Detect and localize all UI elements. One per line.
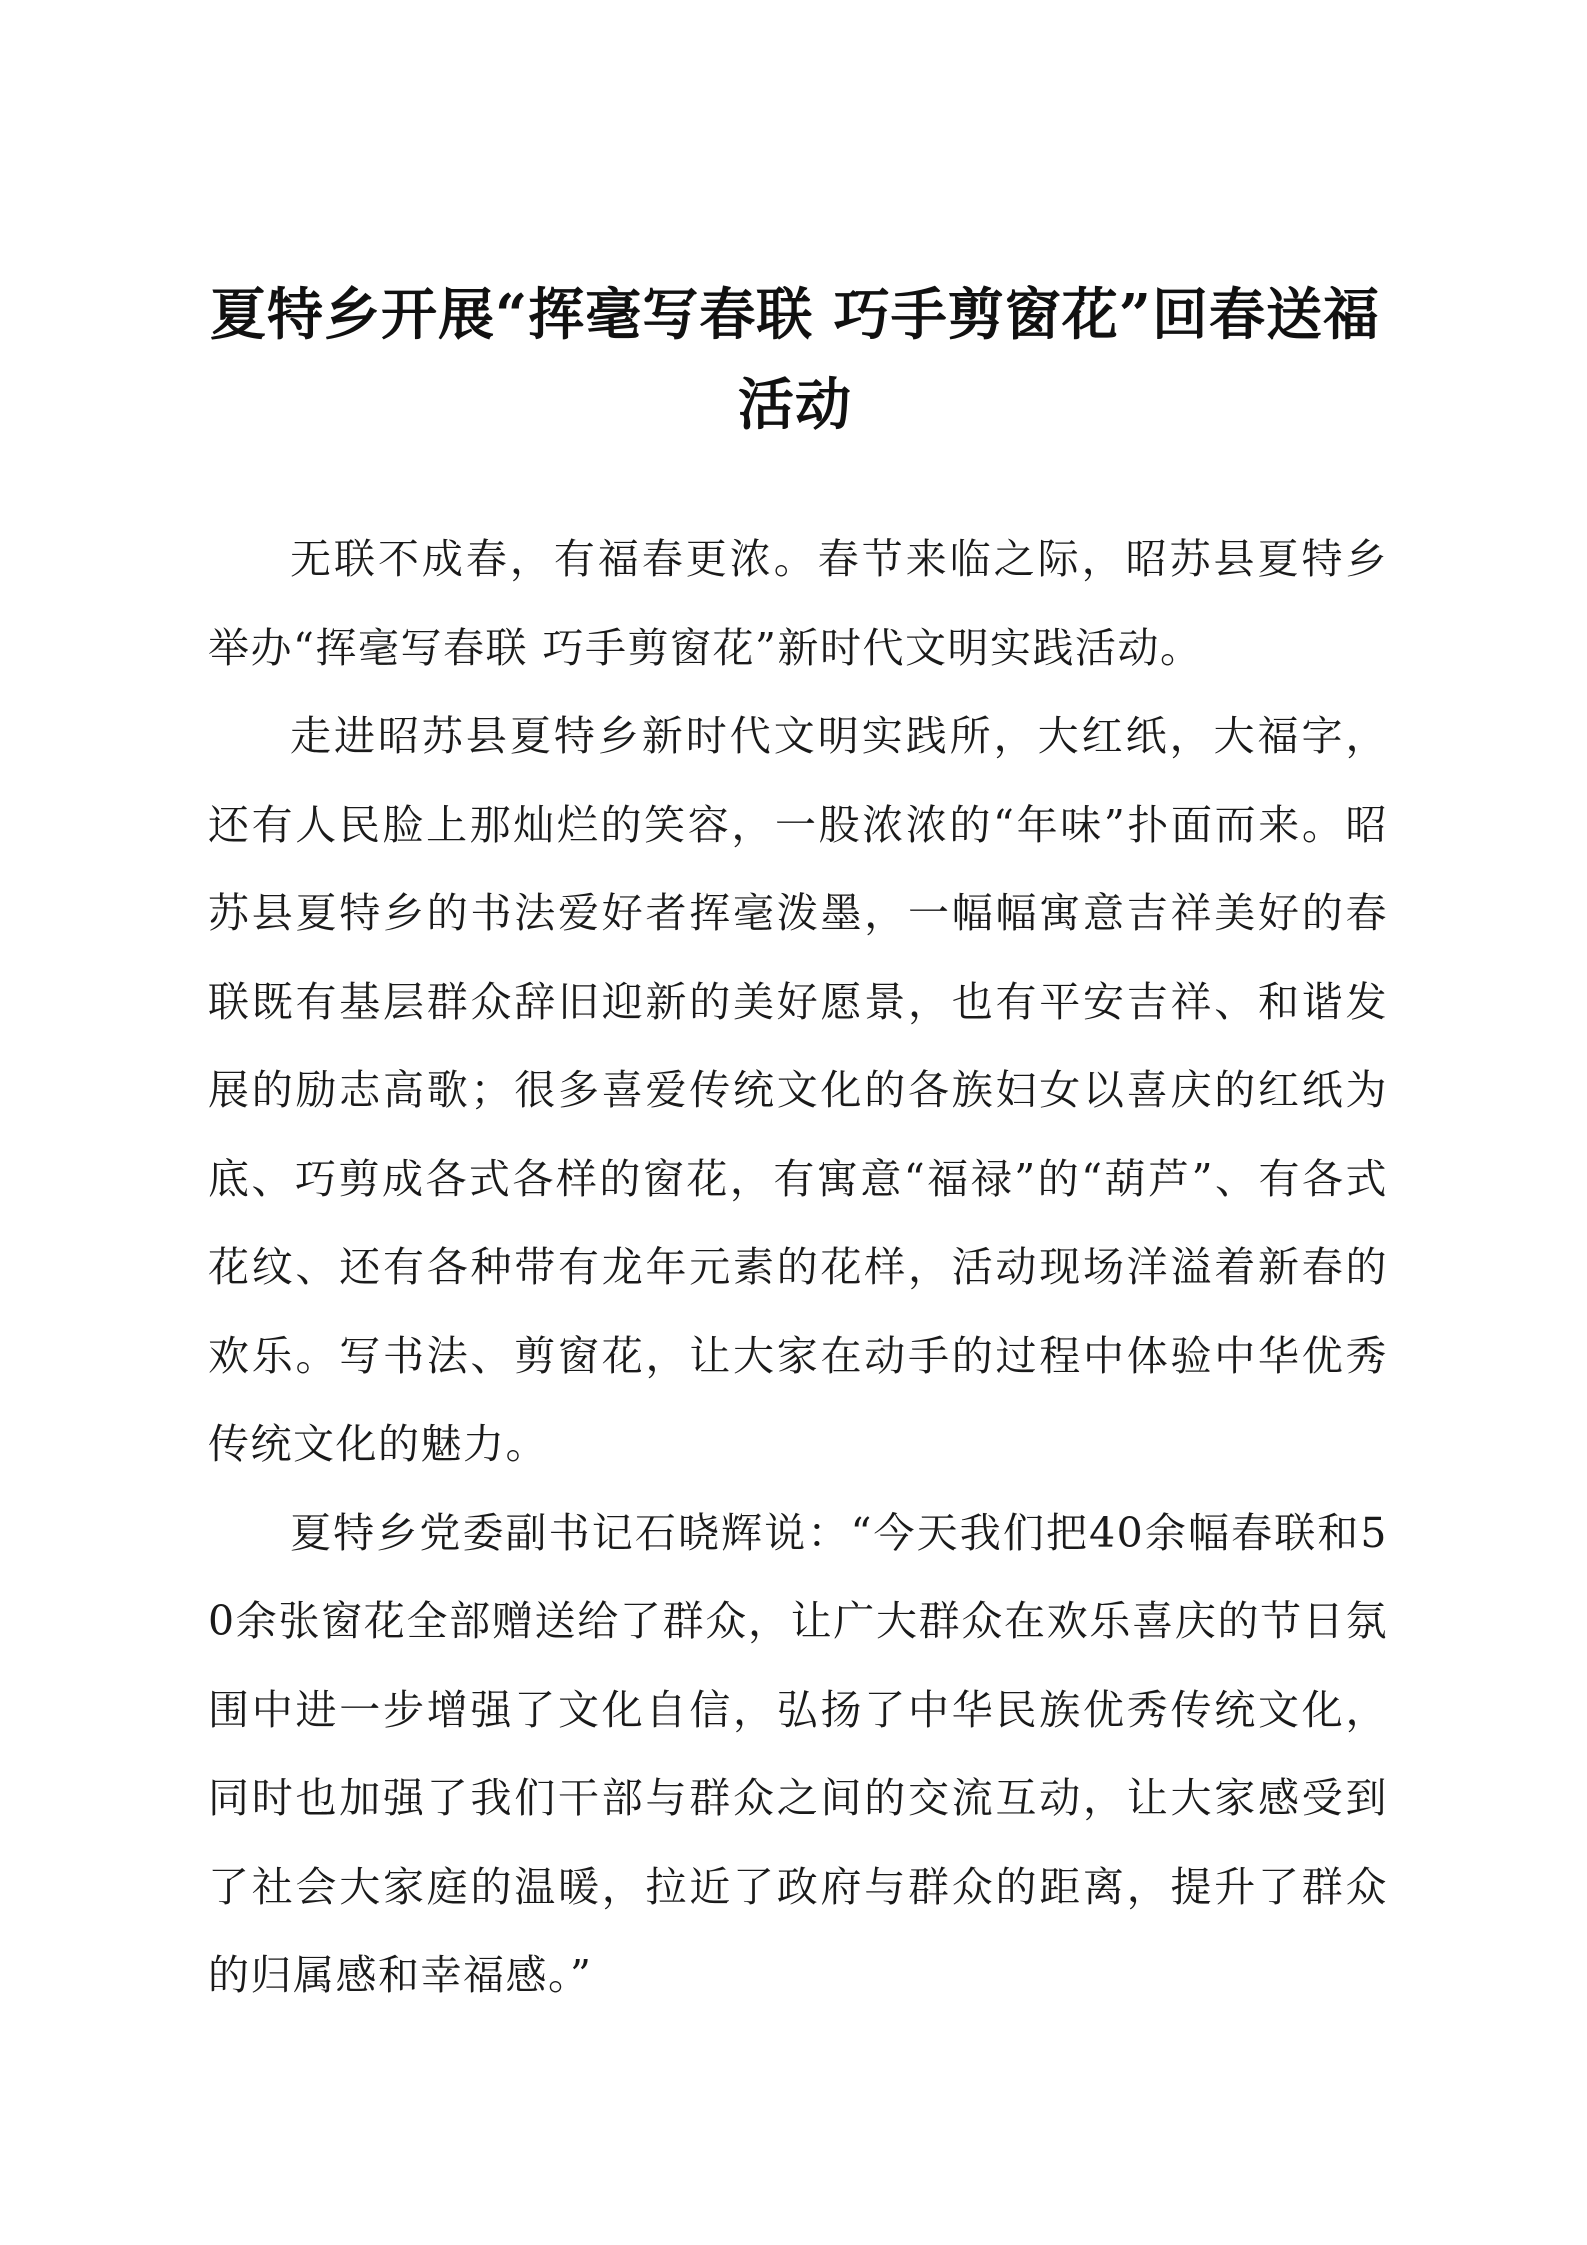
document-title: 夏特乡开展“挥毫写春联 巧手剪窗花”回春送福活动	[210, 282, 1380, 438]
paragraph-activity: 走进昭苏县夏特乡新时代文明实践所，大红纸，大福字，还有人民脸上那灿烂的笑容，一股浓浓的“年味”扑面而来。昭苏县夏特乡的书法爱好者挥毫泼墨，一幅幅寓意吉祥美好的春联既有基层群众辞旧迎新的美好愿景，也有平安吉祥、和谐发展的励志高歌；很多喜爱传统文化的各族妇女以喜庆的红纸为底、巧剪成各式各样的窗花，有寓意“福禄”的“葫芦”、有各式花纹、还有各种带有龙年元素的花样，活动现场洋溢着新春的欢乐。写书法、剪窗花，让大家在动手的过程中体验中华优秀传统文化的魅力。	[208, 712, 1388, 1468]
paragraph-quote: 夏特乡党委副书记石晓辉说：“今天我们把40余幅春联和50余张窗花全部赠送给了群众，让广大群众在欢乐喜庆的节日氛围中进一步增强了文化自信，弘扬了中华民族优秀传统文化，同时也加强了我们干部与群众之间的交流互动，让大家感受到了社会大家庭的温暖，拉近了政府与群众的距离，提升了群众的归属感和幸福感。”	[208, 1508, 1388, 1999]
paragraph-intro: 无联不成春，有福春更浓。春节来临之际，昭苏县夏特乡举办“挥毫写春联 巧手剪窗花”新时代文明实践活动。	[208, 535, 1388, 672]
document-body	[208, 515, 1388, 2020]
